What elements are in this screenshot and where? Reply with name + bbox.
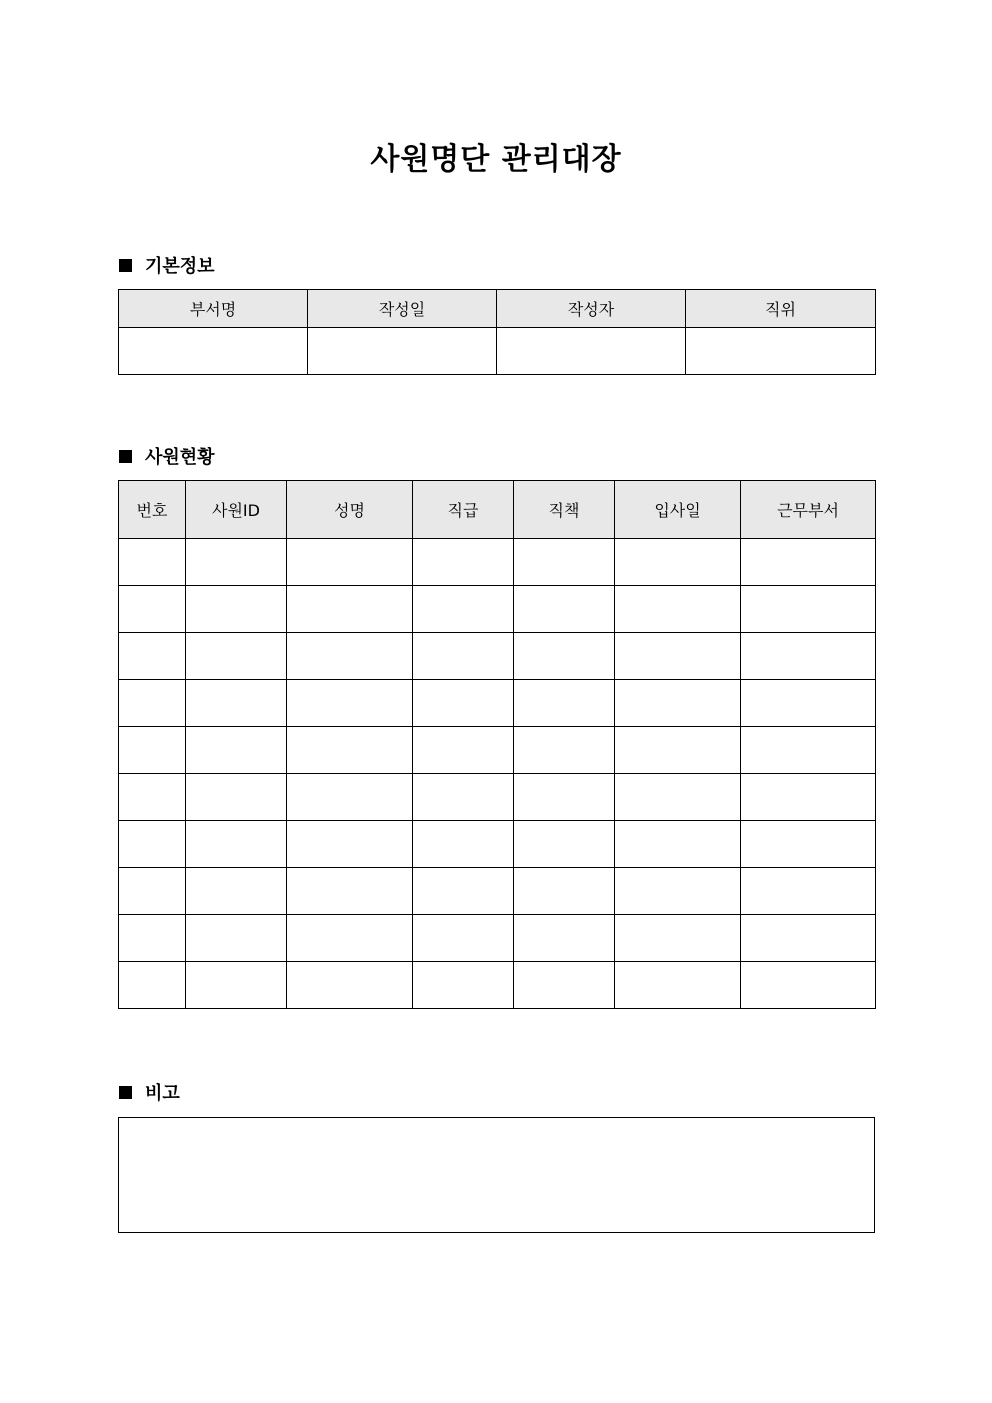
table-cell[interactable]	[615, 962, 741, 1009]
section-heading-employee-status	[119, 444, 215, 468]
table-row	[119, 539, 876, 586]
table-cell[interactable]	[413, 962, 514, 1009]
table-cell[interactable]	[615, 774, 741, 821]
header-cell: 입사일	[615, 481, 741, 539]
date-input-cell[interactable]	[308, 328, 497, 375]
table-cell[interactable]	[186, 915, 287, 962]
table-cell[interactable]	[413, 680, 514, 727]
table-cell[interactable]	[119, 774, 186, 821]
table-cell[interactable]	[119, 633, 186, 680]
table-cell[interactable]	[119, 727, 186, 774]
table-cell[interactable]	[413, 774, 514, 821]
notes-box[interactable]	[118, 1117, 875, 1233]
table-row	[119, 962, 876, 1009]
table-cell[interactable]	[119, 821, 186, 868]
header-cell: 번호	[119, 481, 186, 539]
table-cell[interactable]	[615, 727, 741, 774]
table-cell[interactable]	[413, 821, 514, 868]
table-row	[119, 727, 876, 774]
header-cell: 작성자	[497, 290, 686, 328]
table-cell[interactable]	[186, 727, 287, 774]
table-row	[119, 328, 876, 375]
table-cell[interactable]	[413, 633, 514, 680]
table-cell[interactable]	[514, 727, 615, 774]
header-cell: 근무부서	[741, 481, 876, 539]
department-input-cell[interactable]	[119, 328, 308, 375]
position-input-cell[interactable]	[686, 328, 876, 375]
table-cell[interactable]	[514, 915, 615, 962]
table-cell[interactable]	[514, 962, 615, 1009]
table-row	[119, 915, 876, 962]
basic-info-table	[118, 289, 876, 375]
table-cell[interactable]	[287, 680, 413, 727]
table-cell[interactable]	[119, 680, 186, 727]
table-row	[119, 633, 876, 680]
table-cell[interactable]	[741, 539, 876, 586]
table-cell[interactable]	[514, 821, 615, 868]
table-cell[interactable]	[186, 633, 287, 680]
square-bullet-icon	[119, 259, 132, 272]
table-cell[interactable]	[413, 915, 514, 962]
header-cell: 직위	[686, 290, 876, 328]
table-cell[interactable]	[287, 586, 413, 633]
header-cell: 성명	[287, 481, 413, 539]
table-cell[interactable]	[119, 539, 186, 586]
table-cell[interactable]	[615, 539, 741, 586]
table-cell[interactable]	[741, 868, 876, 915]
table-cell[interactable]	[186, 539, 287, 586]
table-row	[119, 774, 876, 821]
table-cell[interactable]	[514, 539, 615, 586]
table-cell[interactable]	[287, 962, 413, 1009]
table-cell[interactable]	[741, 680, 876, 727]
section-title: 비고	[145, 1083, 180, 1104]
section-heading-notes	[119, 1080, 180, 1104]
table-cell[interactable]	[741, 821, 876, 868]
table-cell[interactable]	[413, 539, 514, 586]
header-cell: 직책	[514, 481, 615, 539]
header-cell: 사원ID	[186, 481, 287, 539]
table-cell[interactable]	[514, 633, 615, 680]
table-cell[interactable]	[413, 727, 514, 774]
table-cell[interactable]	[186, 680, 287, 727]
table-cell[interactable]	[287, 633, 413, 680]
table-cell[interactable]	[741, 633, 876, 680]
table-header-row	[119, 290, 876, 328]
table-cell[interactable]	[186, 962, 287, 1009]
table-cell[interactable]	[186, 868, 287, 915]
author-input-cell[interactable]	[497, 328, 686, 375]
header-cell: 부서명	[119, 290, 308, 328]
table-cell[interactable]	[413, 586, 514, 633]
table-cell[interactable]	[287, 868, 413, 915]
employee-status-table	[118, 480, 876, 1009]
square-bullet-icon	[119, 1086, 132, 1099]
table-row	[119, 868, 876, 915]
table-cell[interactable]	[615, 680, 741, 727]
table-cell[interactable]	[615, 821, 741, 868]
table-cell[interactable]	[741, 727, 876, 774]
table-cell[interactable]	[514, 586, 615, 633]
table-header-row	[119, 481, 876, 539]
square-bullet-icon	[119, 450, 132, 463]
page-title: 사원명단 관리대장	[370, 142, 622, 177]
table-cell[interactable]	[119, 962, 186, 1009]
table-cell[interactable]	[119, 915, 186, 962]
table-cell[interactable]	[615, 868, 741, 915]
section-title: 기본정보	[145, 256, 215, 277]
table-cell[interactable]	[186, 774, 287, 821]
table-cell[interactable]	[741, 586, 876, 633]
table-cell[interactable]	[186, 821, 287, 868]
table-cell[interactable]	[413, 868, 514, 915]
employee-table-body	[119, 539, 876, 1009]
table-cell[interactable]	[615, 915, 741, 962]
table-row	[119, 586, 876, 633]
table-row	[119, 680, 876, 727]
table-cell[interactable]	[741, 962, 876, 1009]
table-cell[interactable]	[119, 586, 186, 633]
table-cell[interactable]	[741, 915, 876, 962]
table-cell[interactable]	[287, 539, 413, 586]
table-cell[interactable]	[287, 727, 413, 774]
section-heading-basic-info	[119, 253, 215, 277]
table-row	[119, 821, 876, 868]
header-cell: 직급	[413, 481, 514, 539]
table-cell[interactable]	[615, 633, 741, 680]
header-cell: 작성일	[308, 290, 497, 328]
table-cell[interactable]	[287, 915, 413, 962]
table-cell[interactable]	[119, 868, 186, 915]
table-cell[interactable]	[615, 586, 741, 633]
table-cell[interactable]	[186, 586, 287, 633]
table-cell[interactable]	[287, 821, 413, 868]
table-cell[interactable]	[287, 774, 413, 821]
table-cell[interactable]	[514, 774, 615, 821]
table-cell[interactable]	[514, 680, 615, 727]
table-cell[interactable]	[741, 774, 876, 821]
section-title: 사원현황	[145, 447, 215, 468]
table-cell[interactable]	[514, 868, 615, 915]
